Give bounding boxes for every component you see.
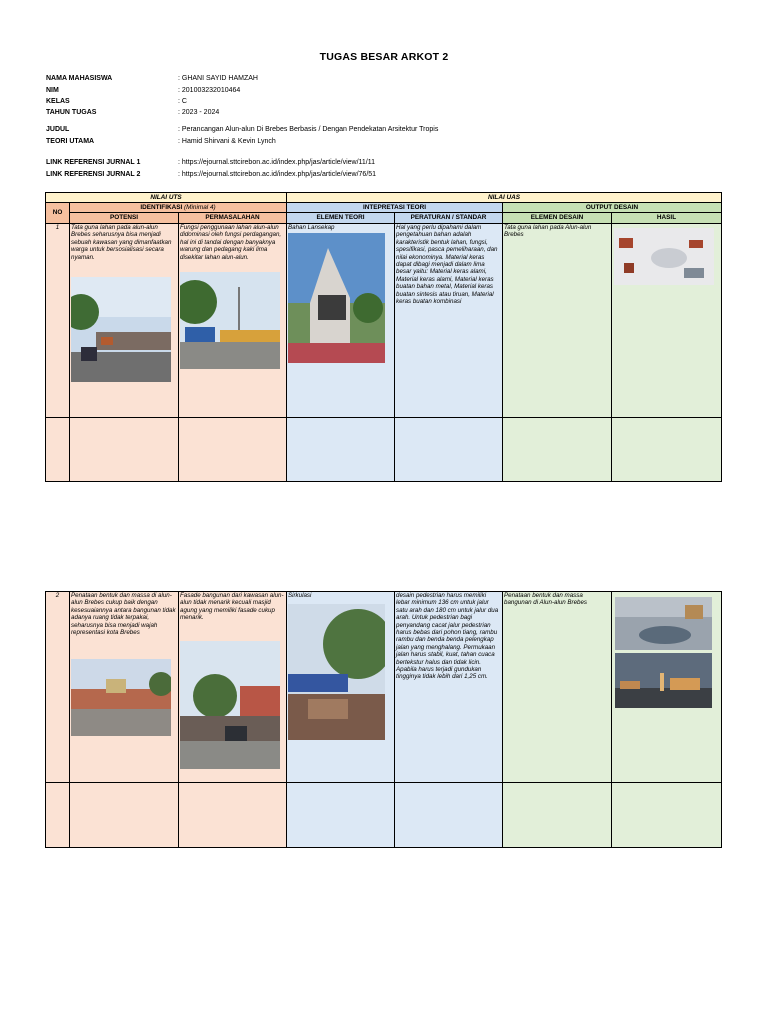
potensi-header: POTENSI <box>70 213 179 224</box>
hasil-render-1 <box>615 597 712 650</box>
elemen-desain-cell: Penataan bentuk dan massa bangunan di Alun-alun Brebes <box>503 592 612 783</box>
analysis-table-1 <box>45 192 722 482</box>
nilai-uts-header: NILAI UTS <box>46 193 287 203</box>
identifikasi-header: IDENTIFIKASI (Minimal 4) <box>70 203 287 213</box>
elemen-teori-cell: Sirkulasi <box>287 592 395 783</box>
permasalahan-photo <box>180 641 280 769</box>
hasil-render-2 <box>615 653 712 708</box>
table-row <box>46 592 722 783</box>
elemen-teori-header: ELEMEN TEORI <box>287 213 395 224</box>
peraturan-header: PERATURAN / STANDAR <box>395 213 503 224</box>
hasil-header: HASIL <box>612 213 722 224</box>
permasalahan-photo <box>180 272 280 369</box>
table-row-empty <box>46 418 722 482</box>
hasil-cell <box>612 592 722 783</box>
potensi-photo <box>71 277 171 382</box>
no-header: NO <box>46 203 70 224</box>
elemen-teori-cell: Bahan Lansekap <box>287 224 395 418</box>
elemen-teori-photo <box>288 604 385 740</box>
analysis-table-2 <box>45 591 722 848</box>
permasalahan-cell: Fungsi penggunaan lahan alun-alun didominasi oleh fungsi perdagangan, hal ini di tandai dengan banyaknya warung dan pedagang kaki lima disekitar lahan alun-alun. <box>179 224 287 418</box>
row-number: 1 <box>46 224 70 418</box>
elemen-desain-cell: Tata guna lahan pada Alun-alun Brebes <box>503 224 612 418</box>
permasalahan-header: PERMASALAHAN <box>179 213 287 224</box>
elemen-desain-header: ELEMEN DESAIN <box>503 213 612 224</box>
row-number: 2 <box>46 592 70 783</box>
document-title: TUGAS BESAR ARKOT 2 <box>319 51 449 63</box>
interpretasi-header: INTEPRETASI TEORI <box>287 203 503 213</box>
hasil-render <box>614 228 714 285</box>
potensi-cell: Penataan bentuk dan massa di alun-alun Brebes cukup baik dengan kesesuaiannya antara bangunan tidak adanya ruang tidak terpakai, seharusnya bisa menjadi wajah representasi kota Brebes <box>70 592 179 783</box>
table-row-empty <box>46 783 722 848</box>
elemen-teori-photo <box>288 233 385 363</box>
peraturan-cell: Hal yang perlu dipahami dalam pengetahuan bahan adalah karakteristik bentuk lahan, fungsi, spesifikasi, pasca pemeliharaan, dan nilai ekonominya. Material keras dapat dibagi menjadi dalam lima besar yaitu: Material keras alami, Material keras alami, Material keras buatan bahan metal, Material keras buatan sintesis atau tiruan, Material keras buatan kombinasi <box>395 224 503 418</box>
table-row <box>46 224 722 418</box>
nilai-uas-header: NILAI UAS <box>287 193 722 203</box>
hasil-cell <box>612 224 722 418</box>
output-header: OUTPUT DESAIN <box>503 203 722 213</box>
permasalahan-cell: Fasade bangunan dari kawasan alun-alun tidak menarik kecuali masjid agung yang memiliki fasade cukup menarik. <box>179 592 287 783</box>
potensi-cell: Tata guna lahan pada alun-alun Brebes seharusnya bisa menjadi sebuah kawasan yang dimanfaatkan warga untuk bersosialisasi secara nyaman. <box>70 224 179 418</box>
potensi-photo <box>71 659 171 736</box>
peraturan-cell: desain pedestrian harus memiliki lebar minimum 136 cm untuk jalur satu arah dan 180 cm untuk jalur dua arah. Untuk pedestrian bagi penyandang cacat jalur pedestrian harus bebas dari pohon tiang, rambu rambu dan benda benda pelengkap jalan yang menghalang. Permukaan jalan harus stabil, kuat, tahan cuaca bertekstur halus dan tidak licin. Apabila harus terjadi gundukan tingginya tidak lebih dari 1,25 cm. <box>395 592 503 783</box>
